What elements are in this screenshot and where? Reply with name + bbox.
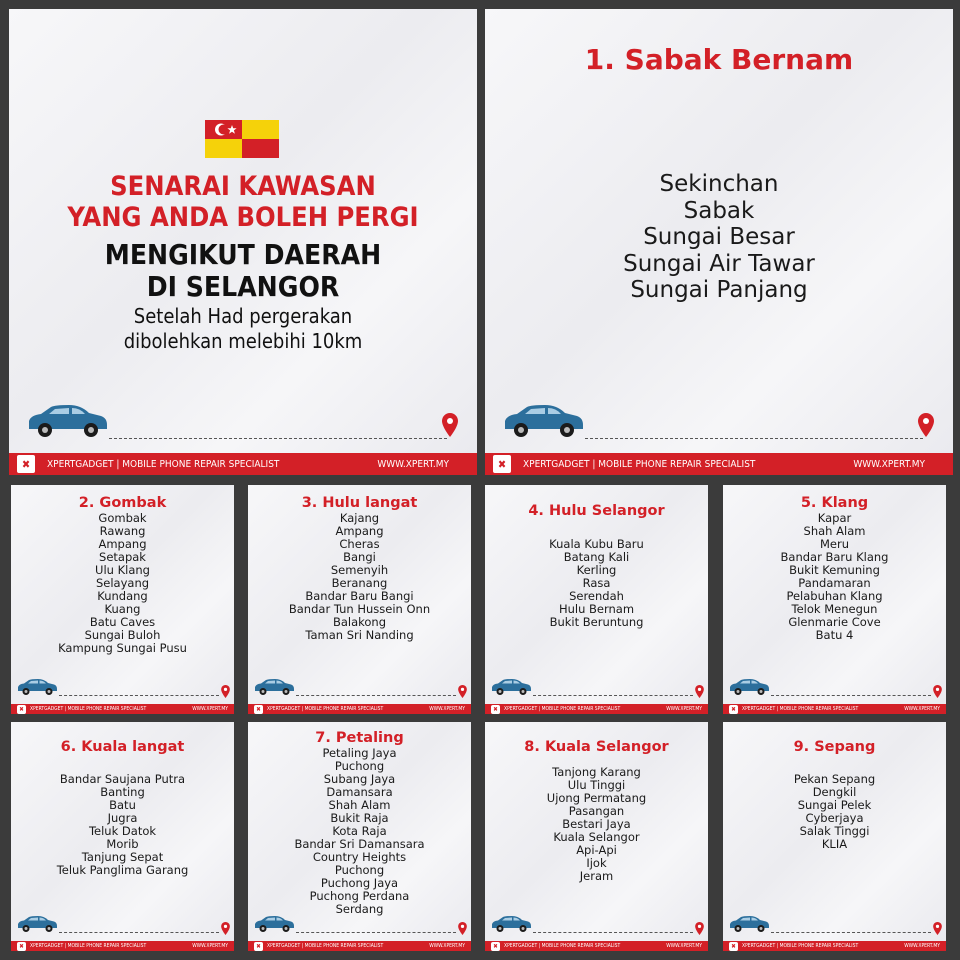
footer-bar <box>485 941 708 951</box>
place-item: Setapak <box>99 550 146 564</box>
place-item: Country Heights <box>312 850 407 864</box>
place-item: Puchong Perdana <box>309 889 410 903</box>
dashed-road <box>296 932 456 933</box>
district-title: 8. Kuala Selangor <box>524 739 669 755</box>
place-item: Batu 4 <box>815 628 854 642</box>
place-item: Gombak <box>98 511 147 525</box>
location-pin-icon <box>695 920 704 939</box>
car-icon <box>490 678 532 700</box>
place-item: Telok Menegun <box>791 602 878 616</box>
location-pin-icon <box>695 683 704 702</box>
xpert-logo-icon: ✖ <box>493 455 511 473</box>
footer-bar <box>485 453 953 475</box>
place-item: Kapar <box>817 511 852 525</box>
xpert-logo-icon: ✖ <box>729 705 738 714</box>
dashed-road <box>109 438 447 439</box>
footer-website: WWW.XPERT.MY <box>666 706 702 712</box>
district-places <box>485 171 953 304</box>
footer-bar <box>248 704 471 714</box>
place-item: Sungai Pelek <box>797 798 872 812</box>
cover-subtitle: Setelah Had pergerakan dibolehkan melebihi 10km <box>123 304 363 353</box>
place-item: Petaling Jaya <box>322 746 397 760</box>
dashed-road <box>771 695 931 696</box>
place-item: Kota Raja <box>332 824 387 838</box>
district-card-4 <box>485 485 708 714</box>
car-icon <box>490 915 532 937</box>
place-item: Rasa <box>582 576 611 590</box>
place-item: Jugra <box>107 811 138 825</box>
place-item: Ijok <box>586 856 607 870</box>
footer-bar <box>11 941 234 951</box>
dashed-road <box>533 695 693 696</box>
xpert-logo-icon: ✖ <box>254 942 263 951</box>
district-places <box>11 773 234 877</box>
place-item: Balakong <box>332 615 387 629</box>
place-item: KLIA <box>821 837 848 851</box>
place-item: Damansara <box>326 785 393 799</box>
place-item: Ampang <box>98 537 147 551</box>
district-places <box>723 773 946 851</box>
dashed-road <box>771 932 931 933</box>
footer-brand: XPERTGADGET | MOBILE PHONE REPAIR SPECIALIST <box>504 706 621 712</box>
car-icon <box>253 915 295 937</box>
place-item: Sekinchan <box>659 171 779 197</box>
car-icon <box>501 403 585 443</box>
place-item: Ujong Permatang <box>546 791 647 805</box>
cover-title-black: MENGIKUT DAERAH DI SELANGOR <box>104 238 382 303</box>
place-item: Taman Sri Nanding <box>305 628 414 642</box>
footer-brand: XPERTGADGET | MOBILE PHONE REPAIR SPECIALIST <box>30 706 147 712</box>
cover-card <box>9 9 477 475</box>
place-item: Pandamaran <box>798 576 871 590</box>
place-item: Ulu Tinggi <box>567 778 626 792</box>
place-item: Api-Api <box>576 843 617 857</box>
place-item: Teluk Datok <box>88 824 157 838</box>
district-places <box>723 512 946 642</box>
footer-website: WWW.XPERT.MY <box>192 943 228 949</box>
xpert-logo-icon: ✖ <box>491 705 500 714</box>
district-places <box>11 512 234 655</box>
footer-brand: XPERTGADGET | MOBILE PHONE REPAIR SPECIALIST <box>267 706 384 712</box>
footer-bar <box>11 704 234 714</box>
footer-website: WWW.XPERT.MY <box>853 458 925 470</box>
footer-brand: XPERTGADGET | MOBILE PHONE REPAIR SPECIALIST <box>267 943 384 949</box>
place-item: Bestari Jaya <box>562 817 631 831</box>
district-card-5 <box>723 485 946 714</box>
place-item: Glenmarie Cove <box>788 615 881 629</box>
footer-website: WWW.XPERT.MY <box>904 706 940 712</box>
car-icon <box>16 678 58 700</box>
place-item: Rawang <box>99 524 146 538</box>
dashed-road <box>59 695 219 696</box>
place-item: Pasangan <box>568 804 625 818</box>
location-pin-icon <box>221 683 230 702</box>
district-places <box>485 766 708 883</box>
place-item: Ulu Klang <box>95 563 150 577</box>
place-item: Serendah <box>569 589 624 603</box>
footer-website: WWW.XPERT.MY <box>377 458 449 470</box>
footer-website: WWW.XPERT.MY <box>666 943 702 949</box>
place-item: Tanjung Sepat <box>81 850 164 864</box>
footer-brand: XPERTGADGET | MOBILE PHONE REPAIR SPECIALIST <box>504 943 621 949</box>
place-item: Selayang <box>95 576 150 590</box>
footer-website: WWW.XPERT.MY <box>429 943 465 949</box>
place-item: Pekan Sepang <box>793 772 876 786</box>
place-item: Bandar Tun Hussein Onn <box>288 602 431 616</box>
place-item: Bukit Raja <box>330 811 389 825</box>
footer-brand: XPERTGADGET | MOBILE PHONE REPAIR SPECIALIST <box>742 706 859 712</box>
cover-title-red: SENARAI KAWASAN YANG ANDA BOLEH PERGI <box>67 171 419 233</box>
place-item: Kuala Selangor <box>553 830 640 844</box>
place-item: Bandar Sri Damansara <box>294 837 425 851</box>
location-pin-icon <box>918 413 934 441</box>
district-card-3 <box>248 485 471 714</box>
selangor-flag-icon <box>205 120 279 158</box>
district-card-6 <box>11 722 234 951</box>
place-item: Sungai Air Tawar <box>623 250 815 277</box>
district-card-9 <box>723 722 946 951</box>
footer-bar <box>485 704 708 714</box>
district-title: 6. Kuala langat <box>60 739 185 755</box>
district-card-7 <box>248 722 471 951</box>
place-item: Pelabuhan Klang <box>786 589 883 603</box>
district-card-1 <box>485 9 953 475</box>
place-item: Ampang <box>335 524 384 538</box>
place-item: Bukit Kemuning <box>789 563 880 577</box>
place-item: Sabak <box>683 197 755 224</box>
place-item: Batang Kali <box>563 550 630 564</box>
place-item: Kundang <box>97 589 148 603</box>
footer-bar <box>723 704 946 714</box>
district-title: 3. Hulu langat <box>301 495 418 511</box>
xpert-logo-icon: ✖ <box>17 705 26 714</box>
district-title: 5. Klang <box>800 495 869 511</box>
place-item: Tanjong Karang <box>552 765 641 779</box>
place-item: Batu <box>109 798 136 812</box>
place-item: Puchong <box>334 863 385 877</box>
car-icon <box>728 678 770 700</box>
place-item: Kuang <box>104 602 141 616</box>
footer-website: WWW.XPERT.MY <box>429 706 465 712</box>
footer-bar <box>723 941 946 951</box>
place-item: Kerling <box>576 563 617 577</box>
place-item: Beranang <box>331 576 388 590</box>
place-item: Semenyih <box>330 563 389 577</box>
district-title: 2. Gombak <box>78 495 167 511</box>
footer-brand: XPERTGADGET | MOBILE PHONE REPAIR SPECIALIST <box>523 458 756 470</box>
place-item: Subang Jaya <box>323 772 396 786</box>
location-pin-icon <box>458 683 467 702</box>
xpert-logo-icon: ✖ <box>729 942 738 951</box>
district-places <box>248 747 471 916</box>
place-item: Sungai Panjang <box>630 277 808 303</box>
district-card-2 <box>11 485 234 714</box>
place-item: Banting <box>100 785 145 799</box>
district-card-8 <box>485 722 708 951</box>
location-pin-icon <box>933 683 942 702</box>
place-item: Morib <box>106 837 139 851</box>
place-item: Salak Tinggi <box>799 824 870 838</box>
place-item: Bandar Saujana Putra <box>59 772 186 786</box>
car-icon <box>728 915 770 937</box>
place-item: Bandar Baru Bangi <box>305 589 414 603</box>
footer-bar <box>248 941 471 951</box>
footer-website: WWW.XPERT.MY <box>904 943 940 949</box>
place-item: Serdang <box>335 902 384 916</box>
place-item: Batu Caves <box>89 615 156 629</box>
footer-website: WWW.XPERT.MY <box>192 706 228 712</box>
xpert-logo-icon: ✖ <box>491 942 500 951</box>
place-item: Kampung Sungai Pusu <box>58 641 187 655</box>
location-pin-icon <box>458 920 467 939</box>
place-item: Puchong <box>334 759 385 773</box>
place-item: Hulu Bernam <box>558 602 635 616</box>
place-item: Kuala Kubu Baru <box>549 537 644 551</box>
xpert-logo-icon: ✖ <box>17 942 26 951</box>
car-icon <box>253 678 295 700</box>
location-pin-icon <box>442 413 458 441</box>
location-pin-icon <box>221 920 230 939</box>
footer-bar <box>9 453 477 475</box>
place-item: Cheras <box>339 537 380 551</box>
district-title: 1. Sabak Bernam <box>584 43 854 76</box>
place-item: Bandar Baru Klang <box>780 550 889 564</box>
district-title: 4. Hulu Selangor <box>528 503 665 519</box>
footer-brand: XPERTGADGET | MOBILE PHONE REPAIR SPECIALIST <box>47 458 280 470</box>
place-item: Bangi <box>343 550 376 564</box>
place-item: Meru <box>819 537 849 551</box>
footer-brand: XPERTGADGET | MOBILE PHONE REPAIR SPECIALIST <box>742 943 859 949</box>
place-item: Bukit Beruntung <box>549 615 644 629</box>
dashed-road <box>296 695 456 696</box>
place-item: Dengkil <box>812 785 857 799</box>
xpert-logo-icon: ✖ <box>254 705 263 714</box>
place-item: Puchong Jaya <box>320 876 399 890</box>
district-title: 9. Sepang <box>793 739 876 755</box>
place-item: Shah Alam <box>803 524 866 538</box>
place-item: Jeram <box>579 869 614 883</box>
footer-brand: XPERTGADGET | MOBILE PHONE REPAIR SPECIALIST <box>30 943 147 949</box>
location-pin-icon <box>933 920 942 939</box>
district-places <box>248 512 471 642</box>
place-item: Teluk Panglima Garang <box>56 863 189 877</box>
dashed-road <box>59 932 219 933</box>
place-item: Shah Alam <box>328 798 391 812</box>
district-places <box>485 538 708 629</box>
xpert-logo-icon: ✖ <box>17 455 35 473</box>
car-icon <box>25 403 109 443</box>
dashed-road <box>533 932 693 933</box>
district-title: 7. Petaling <box>315 730 404 746</box>
place-item: Sungai Buloh <box>84 628 161 642</box>
place-item: Sungai Besar <box>643 224 795 250</box>
place-item: Kajang <box>339 511 380 525</box>
dashed-road <box>585 438 923 439</box>
car-icon <box>16 915 58 937</box>
place-item: Cyberjaya <box>805 811 864 825</box>
